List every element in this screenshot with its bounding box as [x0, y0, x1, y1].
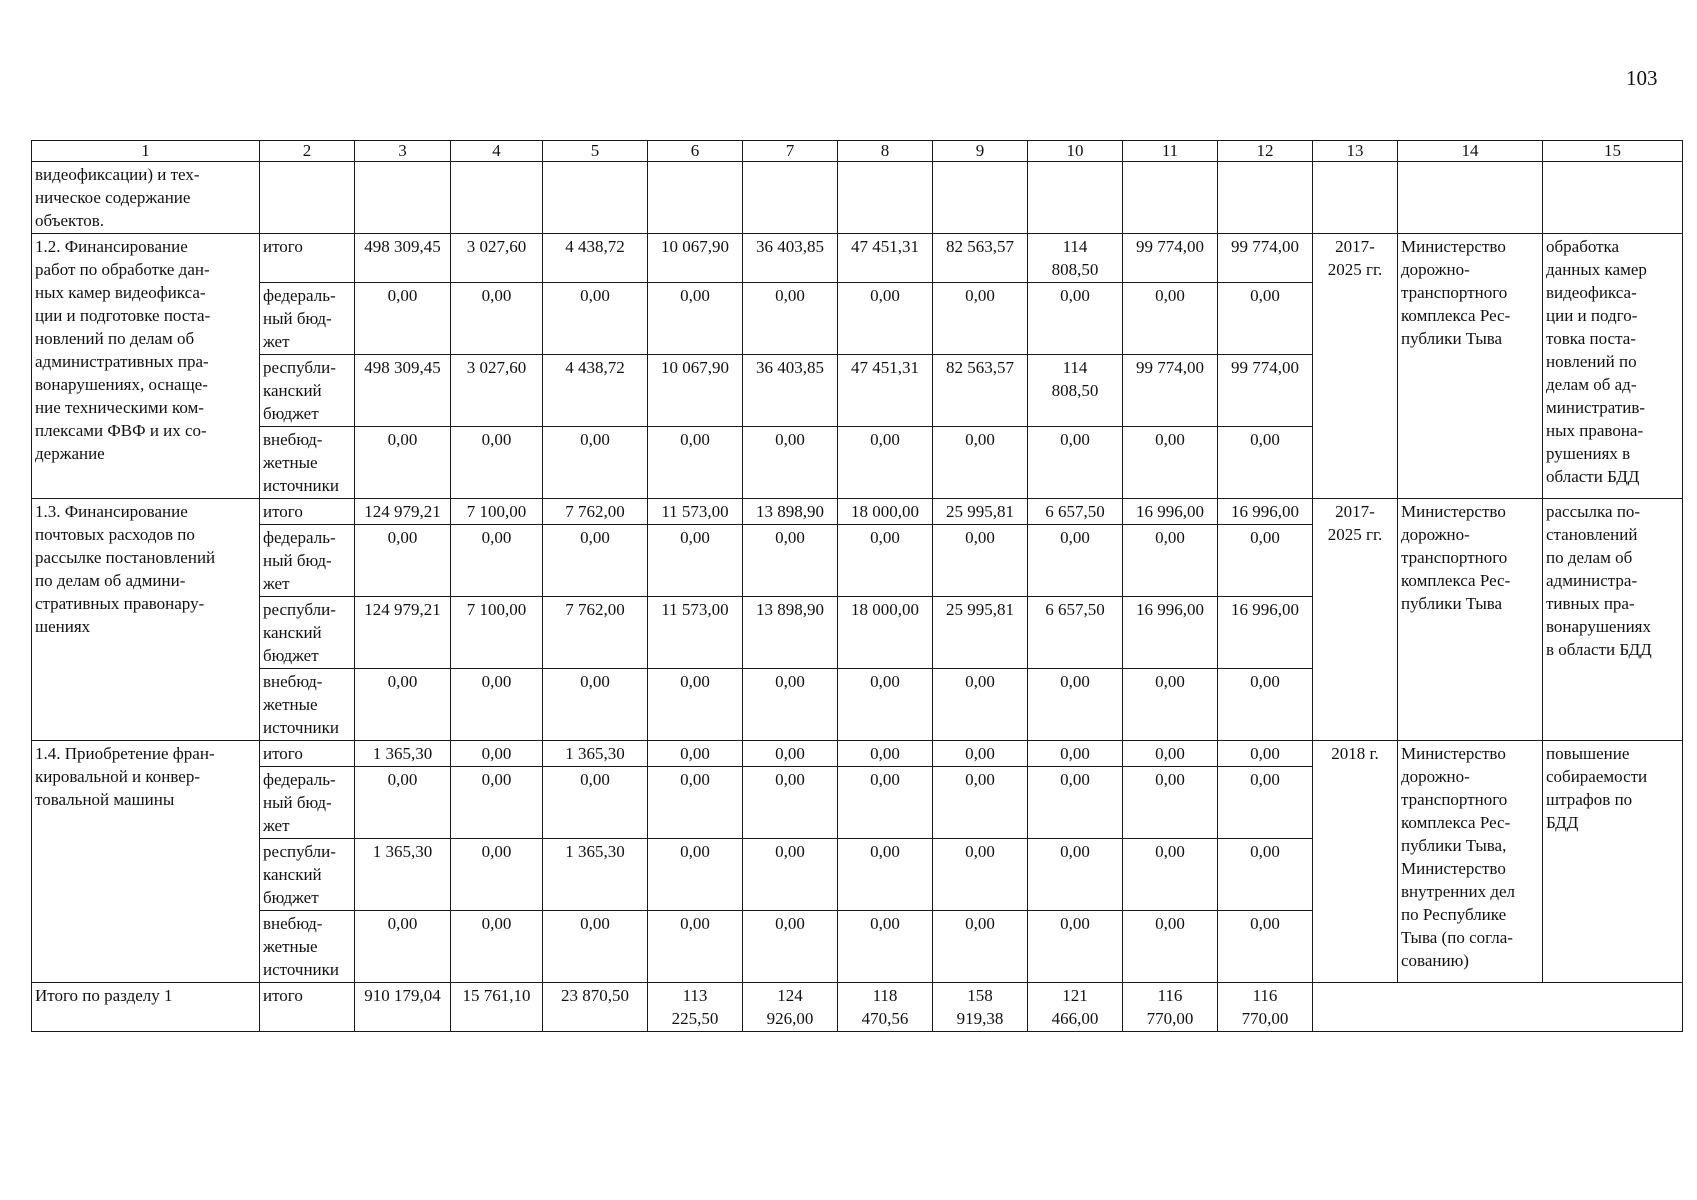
amount-cell: 82 563,57: [933, 234, 1028, 283]
amount-cell: 0,00: [1028, 911, 1123, 983]
empty-cell: [838, 162, 933, 234]
amount-cell: 1 365,30: [355, 741, 451, 767]
amount-cell: 99 774,00: [1218, 355, 1313, 427]
total-label: Итого по разделу 1: [32, 983, 260, 1032]
table-body: [32, 141, 1683, 1032]
column-number: 6: [648, 141, 743, 162]
measure-name: 1.2. Финансирование работ по обработке дан- ных камер видеофикса- ции и подготовке поста- новлений по делам об административных пра- вонарушениях, оснаще- ние техническими ком- плексами ФВФ и их со- держание: [32, 234, 260, 499]
amount-cell: 0,00: [648, 839, 743, 911]
amount-cell: 0,00: [451, 427, 543, 499]
amount-cell: 0,00: [933, 669, 1028, 741]
amount-cell: 0,00: [933, 741, 1028, 767]
amount-cell: 18 000,00: [838, 597, 933, 669]
empty-cell: [1398, 162, 1543, 234]
amount-cell: 124 979,21: [355, 597, 451, 669]
amount-cell: 0,00: [743, 525, 838, 597]
amount-cell: 16 996,00: [1123, 499, 1218, 525]
amount-cell: 0,00: [933, 283, 1028, 355]
continued-text: видеофиксации) и тех- ническое содержание объектов.: [32, 162, 260, 234]
amount-cell: 0,00: [838, 525, 933, 597]
amount-cell: 0,00: [838, 669, 933, 741]
amount-cell: 0,00: [355, 525, 451, 597]
empty-cell: [1218, 162, 1313, 234]
amount-cell: 0,00: [648, 911, 743, 983]
amount-cell: 498 309,45: [355, 234, 451, 283]
empty-cell: [648, 162, 743, 234]
amount-cell: 82 563,57: [933, 355, 1028, 427]
amount-cell: 4 438,72: [543, 234, 648, 283]
amount-cell: 0,00: [743, 283, 838, 355]
amount-cell: 16 996,00: [1123, 597, 1218, 669]
amount-cell: 0,00: [1218, 911, 1313, 983]
amount-cell: 3 027,60: [451, 355, 543, 427]
amount-cell: 0,00: [838, 427, 933, 499]
column-number: 2: [260, 141, 355, 162]
amount-cell: 7 100,00: [451, 499, 543, 525]
amount-cell: 0,00: [1218, 839, 1313, 911]
amount-cell: 99 774,00: [1218, 234, 1313, 283]
amount-cell: 0,00: [451, 525, 543, 597]
amount-cell: 13 898,90: [743, 597, 838, 669]
section-row: [32, 499, 1683, 525]
funding-source: внебюд- жетные источники: [260, 427, 355, 499]
amount-cell: 0,00: [648, 427, 743, 499]
result-cell: обработка данных камер видеофикса- ции и подго- товка поста- новлений по делам об ад- министратив- ных правона- рушениях в области БДД: [1543, 234, 1683, 499]
total-amount: 121 466,00: [1028, 983, 1123, 1032]
funding-source: внебюд- жетные источники: [260, 911, 355, 983]
amount-cell: 99 774,00: [1123, 355, 1218, 427]
amount-cell: 0,00: [838, 911, 933, 983]
funding-source: внебюд- жетные источники: [260, 669, 355, 741]
amount-cell: 0,00: [838, 767, 933, 839]
empty-cell: [1123, 162, 1218, 234]
amount-cell: 0,00: [543, 525, 648, 597]
empty-cell: [743, 162, 838, 234]
amount-cell: 0,00: [1123, 427, 1218, 499]
amount-cell: 0,00: [355, 767, 451, 839]
amount-cell: 0,00: [1218, 767, 1313, 839]
amount-cell: 6 657,50: [1028, 499, 1123, 525]
total-amount: 116 770,00: [1123, 983, 1218, 1032]
amount-cell: 0,00: [933, 911, 1028, 983]
amount-cell: 7 100,00: [451, 597, 543, 669]
funding-source: республи- канский бюджет: [260, 839, 355, 911]
amount-cell: 0,00: [451, 767, 543, 839]
amount-cell: 4 438,72: [543, 355, 648, 427]
amount-cell: 0,00: [1028, 525, 1123, 597]
amount-cell: 0,00: [1028, 283, 1123, 355]
amount-cell: 3 027,60: [451, 234, 543, 283]
empty-cell: [451, 162, 543, 234]
period-cell: 2017- 2025 гг.: [1313, 234, 1398, 499]
total-amount: 116 770,00: [1218, 983, 1313, 1032]
amount-cell: 0,00: [1123, 741, 1218, 767]
column-number: 14: [1398, 141, 1543, 162]
empty-cell: [933, 162, 1028, 234]
amount-cell: 0,00: [1123, 525, 1218, 597]
total-amount: 118 470,56: [838, 983, 933, 1032]
amount-cell: 114 808,50: [1028, 355, 1123, 427]
amount-cell: 6 657,50: [1028, 597, 1123, 669]
funding-source: федераль- ный бюд- жет: [260, 767, 355, 839]
column-number: 8: [838, 141, 933, 162]
empty-cell: [355, 162, 451, 234]
amount-cell: 0,00: [1028, 741, 1123, 767]
amount-cell: 99 774,00: [1123, 234, 1218, 283]
amount-cell: 114 808,50: [1028, 234, 1123, 283]
total-amount: 158 919,38: [933, 983, 1028, 1032]
amount-cell: 0,00: [743, 669, 838, 741]
amount-cell: 25 995,81: [933, 597, 1028, 669]
total-amount: 113 225,50: [648, 983, 743, 1032]
measure-name: 1.3. Финансирование почтовых расходов по рассылке постановлений по делам об админи- стративных правонару- шениях: [32, 499, 260, 741]
empty-cell: [1313, 162, 1398, 234]
amount-cell: 1 365,30: [543, 839, 648, 911]
amount-cell: 0,00: [1123, 669, 1218, 741]
amount-cell: 1 365,30: [355, 839, 451, 911]
amount-cell: 0,00: [451, 283, 543, 355]
column-number: 7: [743, 141, 838, 162]
funding-source: федераль- ный бюд- жет: [260, 525, 355, 597]
amount-cell: 0,00: [743, 839, 838, 911]
funding-source: итого: [260, 499, 355, 525]
amount-cell: 0,00: [1123, 283, 1218, 355]
amount-cell: 7 762,00: [543, 499, 648, 525]
amount-cell: 0,00: [648, 741, 743, 767]
executor-cell: Министерство дорожно- транспортного комплекса Рес- публики Тыва, Министерство внутренних дел по Республике Тыва (по согла- сованию): [1398, 741, 1543, 983]
amount-cell: 0,00: [543, 427, 648, 499]
column-number: 4: [451, 141, 543, 162]
amount-cell: 0,00: [743, 427, 838, 499]
amount-cell: 0,00: [543, 767, 648, 839]
amount-cell: 0,00: [1123, 767, 1218, 839]
amount-cell: 0,00: [543, 911, 648, 983]
period-cell: 2018 г.: [1313, 741, 1398, 983]
amount-cell: 0,00: [355, 911, 451, 983]
total-amount: 15 761,10: [451, 983, 543, 1032]
amount-cell: 0,00: [451, 839, 543, 911]
funding-source: республи- канский бюджет: [260, 597, 355, 669]
amount-cell: 0,00: [648, 669, 743, 741]
amount-cell: 0,00: [543, 669, 648, 741]
section-row: [32, 741, 1683, 767]
total-amount: 124 926,00: [743, 983, 838, 1032]
amount-cell: 16 996,00: [1218, 597, 1313, 669]
amount-cell: 11 573,00: [648, 499, 743, 525]
amount-cell: 13 898,90: [743, 499, 838, 525]
amount-cell: 47 451,31: [838, 234, 933, 283]
amount-cell: 0,00: [743, 767, 838, 839]
amount-cell: 0,00: [451, 911, 543, 983]
empty-cell: [1313, 983, 1683, 1032]
empty-cell: [1543, 162, 1683, 234]
budget-table: [31, 140, 1683, 1032]
amount-cell: 18 000,00: [838, 499, 933, 525]
amount-cell: 0,00: [933, 767, 1028, 839]
executor-cell: Министерство дорожно- транспортного комплекса Рес- публики Тыва: [1398, 234, 1543, 499]
amount-cell: 0,00: [355, 283, 451, 355]
column-number: 13: [1313, 141, 1398, 162]
funding-source: итого: [260, 234, 355, 283]
amount-cell: 0,00: [648, 283, 743, 355]
funding-source: федераль- ный бюд- жет: [260, 283, 355, 355]
funding-source: итого: [260, 741, 355, 767]
amount-cell: 0,00: [355, 427, 451, 499]
amount-cell: 0,00: [1218, 741, 1313, 767]
total-amount: 23 870,50: [543, 983, 648, 1032]
amount-cell: 0,00: [451, 669, 543, 741]
amount-cell: 0,00: [543, 283, 648, 355]
amount-cell: 0,00: [451, 741, 543, 767]
amount-cell: 1 365,30: [543, 741, 648, 767]
total-source: итого: [260, 983, 355, 1032]
result-cell: рассылка по- становлений по делам об администра- тивных пра- вонарушениях в области БДД: [1543, 499, 1683, 741]
amount-cell: 0,00: [933, 427, 1028, 499]
column-number: 12: [1218, 141, 1313, 162]
total-row: [32, 983, 1683, 1032]
result-cell: повышение собираемости штрафов по БДД: [1543, 741, 1683, 983]
amount-cell: 36 403,85: [743, 234, 838, 283]
column-number: 1: [32, 141, 260, 162]
amount-cell: 0,00: [1028, 767, 1123, 839]
column-number: 5: [543, 141, 648, 162]
empty-cell: [260, 162, 355, 234]
amount-cell: 0,00: [1218, 525, 1313, 597]
amount-cell: 0,00: [355, 669, 451, 741]
amount-cell: 0,00: [933, 839, 1028, 911]
column-number: 11: [1123, 141, 1218, 162]
funding-source: республи- канский бюджет: [260, 355, 355, 427]
amount-cell: 16 996,00: [1218, 499, 1313, 525]
empty-cell: [1028, 162, 1123, 234]
amount-cell: 0,00: [1123, 839, 1218, 911]
amount-cell: 10 067,90: [648, 355, 743, 427]
amount-cell: 0,00: [648, 525, 743, 597]
amount-cell: 10 067,90: [648, 234, 743, 283]
amount-cell: 0,00: [1028, 427, 1123, 499]
amount-cell: 36 403,85: [743, 355, 838, 427]
amount-cell: 124 979,21: [355, 499, 451, 525]
amount-cell: 0,00: [743, 741, 838, 767]
section-row: [32, 234, 1683, 283]
continued-row: [32, 162, 1683, 234]
amount-cell: 0,00: [1028, 669, 1123, 741]
column-number-row: [32, 141, 1683, 162]
amount-cell: 0,00: [1218, 283, 1313, 355]
period-cell: 2017- 2025 гг.: [1313, 499, 1398, 741]
amount-cell: 0,00: [838, 839, 933, 911]
amount-cell: 0,00: [838, 283, 933, 355]
amount-cell: 498 309,45: [355, 355, 451, 427]
amount-cell: 7 762,00: [543, 597, 648, 669]
amount-cell: 0,00: [1218, 669, 1313, 741]
amount-cell: 25 995,81: [933, 499, 1028, 525]
column-number: 9: [933, 141, 1028, 162]
amount-cell: 0,00: [1028, 839, 1123, 911]
amount-cell: 0,00: [933, 525, 1028, 597]
total-amount: 910 179,04: [355, 983, 451, 1032]
measure-name: 1.4. Приобретение фран- кировальной и конвер- товальной машины: [32, 741, 260, 983]
column-number: 3: [355, 141, 451, 162]
amount-cell: 0,00: [648, 767, 743, 839]
amount-cell: 47 451,31: [838, 355, 933, 427]
amount-cell: 0,00: [1218, 427, 1313, 499]
page-number: 103: [1626, 66, 1658, 90]
amount-cell: 0,00: [838, 741, 933, 767]
amount-cell: 0,00: [743, 911, 838, 983]
executor-cell: Министерство дорожно- транспортного комплекса Рес- публики Тыва: [1398, 499, 1543, 741]
amount-cell: 0,00: [1123, 911, 1218, 983]
empty-cell: [543, 162, 648, 234]
column-number: 10: [1028, 141, 1123, 162]
amount-cell: 11 573,00: [648, 597, 743, 669]
column-number: 15: [1543, 141, 1683, 162]
